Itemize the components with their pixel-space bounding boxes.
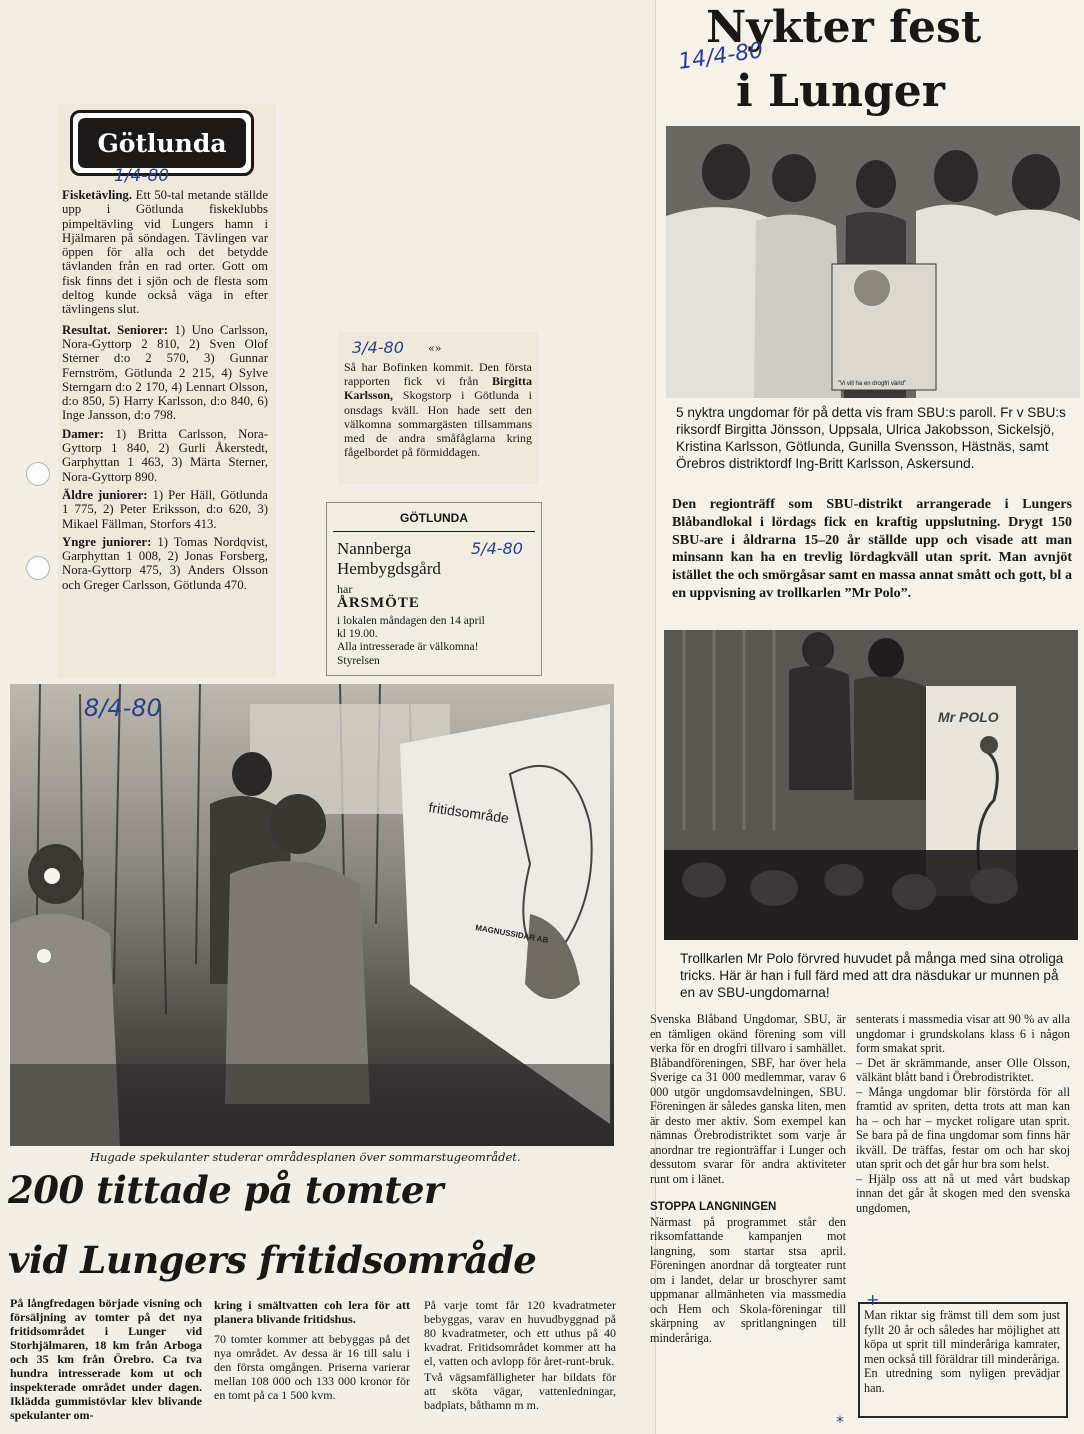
article-text: Ett 50-tal metande ställde upp i Götlunda fiskeklubbs pimpeltävling vid Lungers hamn i Hjälmaren på söndagen. Tävlingen var öppen för alla och det betydde tävlanden från en rad orter. Gott om fisk finns det i sjön och de flesta som deltog kunde också väga in efter tävlingens slut.	[62, 188, 268, 317]
headline: vid Lungers fritidsområde	[8, 1238, 537, 1282]
notice-text: i lokalen måndagen den 14 april	[337, 615, 485, 627]
handwritten-date: 5/4-80	[471, 539, 523, 558]
article-text: Svenska Blåband Ungdomar, SBU, är en tämligen okänd förening som vill verka för en drogfri tillvaro i samhället. Blåbandföreningen, SBF, har över hela Sverige ca 31 000 medlemmar, varav 6 000 utgör ungdomsavdelningen, SBU. Föreningen är således ganska liten, men är desto mer aktiv. Som exempel kan nämnas Örebrodistriktet som varje år anordnar tre regionträffar i Lunger och dessutom svarar för andra aktiviteter runt om i länet.	[650, 1012, 846, 1186]
handwritten-mark: +	[866, 1290, 880, 1309]
mr-polo-photo	[664, 630, 1078, 940]
notice-title: ÅRSMÖTE	[337, 595, 420, 611]
article-text: – Det är skrämmande, anser Olle Olsson, välkänt blått band i Örebrodistriktet.	[856, 1055, 1070, 1084]
poster-text: Mr POLO	[938, 709, 999, 725]
article-text: Två vägsamfälligheter har bildats för att sköta vägar, vattenledningar, badplats, båthamn m m.	[424, 1370, 616, 1412]
article-text: – Hjälp oss att nå ut med vårt budskap innan det går åt skogen med den svenska ungdomen,	[856, 1171, 1070, 1215]
notice-text: har	[337, 582, 353, 596]
article-text: Närmast på programmet står den riksomfattande kampanjen mot langning, som startar stsa april. Föreningen anordnar då torgteater runt om i landet, delar ur broschyrer samt uppmanar allmänheten via massmedia och Hem och Skola-föreningar till skärpning av spritlangningen till minderåriga.	[650, 1214, 846, 1345]
article-text: Skogstorp i Götlunda i onsdags kväll. Hon hade sett den välkomna sommargästen tillsammans med de andra småfåglarna kring fågelbordet på förmiddagen.	[344, 388, 532, 460]
category-label: Äldre juniorer:	[62, 487, 148, 502]
results-text: 1) Britta Carlsson, Nora-Gyttorp 1 840, 2) Gurli Åkerstedt, Garphyttan 1 463, 3) Märta Sterner, Nora-Gyttorp 890.	[62, 426, 268, 484]
notice-text: Alla intresserade är välkomna!	[337, 641, 479, 654]
photo-illustration	[666, 126, 1080, 398]
article-text: En utredning som nyligen prevädjar han.	[864, 1366, 1060, 1395]
results-text: 1) Per Häll, Götlunda 1 775, 2) Peter Eriksson, d:o 620, 3) Mikael Fällman, Storfors 413.	[62, 487, 268, 531]
article-text: kring i smältvatten coh lera för att planera blivande fritidshus.	[214, 1298, 410, 1326]
handwritten-date: 1/4-80	[114, 166, 170, 186]
headline: 200 tittade på tomter	[8, 1168, 443, 1212]
person-name: Birgitta Karlsson,	[344, 374, 533, 403]
sbu-group-photo	[666, 126, 1080, 398]
gotlunda-logo: Götlunda	[70, 110, 254, 176]
handwritten-date: 3/4-80	[352, 338, 404, 357]
section-title: Fisketävling.	[62, 188, 133, 202]
sign-company: MAGNUSSIDAR AB	[474, 923, 550, 945]
marker-glyph: «»	[428, 342, 442, 355]
article-text: Man riktar sig främst till dem som just fyllt 20 år och således har möjlighet att köpa ut sprit till minderåriga kamrater, men också till föräldrar till minderåriga.	[864, 1308, 1060, 1366]
category-label: Yngre juniorer:	[62, 534, 152, 549]
handwritten-date: 14/4-80	[676, 38, 765, 75]
category-label: Seniorer:	[117, 322, 169, 337]
photo-caption: Trollkarlen Mr Polo förvred huvudet på många med sina otroliga tricks. Här är han i full färd med att dra näsdukar ur munnen på en av SBU-ungdomarna!	[680, 951, 1064, 1001]
organization-name: Nannberga	[337, 539, 412, 558]
poster-text: ”Vi vill ha en drogfri värld”	[838, 381, 906, 387]
organization-name: Hembygdsgård	[337, 559, 441, 578]
photo-caption: Hugade spekulanter studerar områdesplanen över sommarstugeområdet.	[90, 1150, 521, 1164]
notice-header: GÖTLUNDA	[400, 511, 468, 525]
sign-text: fritidsområde	[427, 799, 510, 827]
results-text: 1) Uno Carlsson, Nora-Gyttorp 2 810, 2) Sven Olof Sterner d:o 2 570, 3) Gunnar Fernström, Götlunda 2 215, 4) Sylve Sterngarn d:o 2 170, 4) Lennart Olsson, d:o 850, 5) Harry Karlsson, d:o 840, 6) Inge Jansson, d:o 798.	[62, 322, 269, 423]
photo-caption: 5 nyktra ungdomar för på detta vis fram SBU:s paroll. Fr v SBU:s riksordf Birgitta Jönsson, Uppsala, Ulrica Jakobsson, Sickelsjö, Kristina Karlsson, Götlunda, Gunilla Svensson, Hästnäs, samt Örebros distriktordf Ing-Britt Karlsson, Askersund.	[676, 405, 1066, 471]
notice-text: kl 19.00.	[337, 628, 378, 641]
article-text: 70 tomter kommer att bebyggas på det nya området. Av dessa är 16 till salu i den första omgången. Priserna varierar mellan 108 000 och 133 000 kronor för en tomt på ca 1 500 kvm.	[214, 1332, 410, 1402]
category-label: Damer:	[62, 426, 104, 441]
punch-hole-lower	[26, 556, 50, 580]
headline: Nykter fest	[706, 2, 982, 53]
photo-illustration	[664, 630, 1078, 940]
subheading: STOPPA LANGNINGEN	[650, 1201, 777, 1213]
divider	[333, 531, 535, 532]
headline: i Lunger	[736, 66, 945, 117]
article-column: På långfredagen började visning och försäljning av tomter på det nya fritidsområdet i Lunger vid Storhjälmaren, 18 km från Arboga och 35 km från Örebro. Ca tva hundra intresserade kom ut och inspekterade området under dagen. Iklädda gummistövlar klev blivande spekulanter om-	[10, 1296, 202, 1422]
article-lead: Den regionträff som SBU-distrikt arrangerade i Lungers Blåbandlokal i lördags fick en kraftig uppslutning. Drygt 150 SBU-are i åldrarna 15–20 år ställde upp och visade att man minsann kan ha en trevlig lördagkväll utan sprit. Man avnjöt istället the och smörgåsar samt en massa annat smått och gott, bl a en uppvisning av trollkarlen ”Mr Polo”.	[672, 497, 1072, 601]
punch-hole-upper	[26, 462, 50, 486]
photo-illustration	[10, 684, 614, 1146]
article-text: senterats i massmedia visar att 90 % av alla ungdomar i grundskolans klass 6 i någon form smakat sprit.	[856, 1012, 1070, 1055]
results-text: 1) Tomas Nordqvist, Garphyttan 1 008, 2) Jonas Forsberg, Nora-Gyttorp 475, 3) Anders Olsson och Greger Carlsson, Götlunda 470.	[62, 534, 269, 592]
tomter-photo	[10, 684, 614, 1146]
article-text: På varje tomt får 120 kvadratmeter bebyggas, varav en huvudbyggnad på 80 kvadratmeter, och ett uthus på 40 kvadrat. Fritidsområdet kommer att ha el, vatten och avlopp för året-runt-bruk.	[424, 1298, 616, 1368]
article-text: – Många ungdomar blir förstörda för all framtid av spriten, detta trots att man kan ha – och har – mycket roligare utan sprit. Se bara på de fina ungdomar som finns här ikväll. De träffas, festar om och har skoj utan sprit och det går hur bra som helst.	[856, 1084, 1070, 1171]
notice-signature: Styrelsen	[337, 654, 380, 667]
handwritten-mark: *	[836, 1412, 844, 1431]
gotlunda-fishing-clipping	[58, 104, 276, 678]
handwritten-date: 8/4-80	[84, 694, 162, 722]
arsmote-notice	[326, 502, 542, 676]
article-text: Så har Bofinken kommit. Den första rapporten fick vi från	[344, 360, 532, 389]
bofinken-clipping	[338, 332, 538, 484]
results-label: Resultat.	[62, 322, 111, 337]
